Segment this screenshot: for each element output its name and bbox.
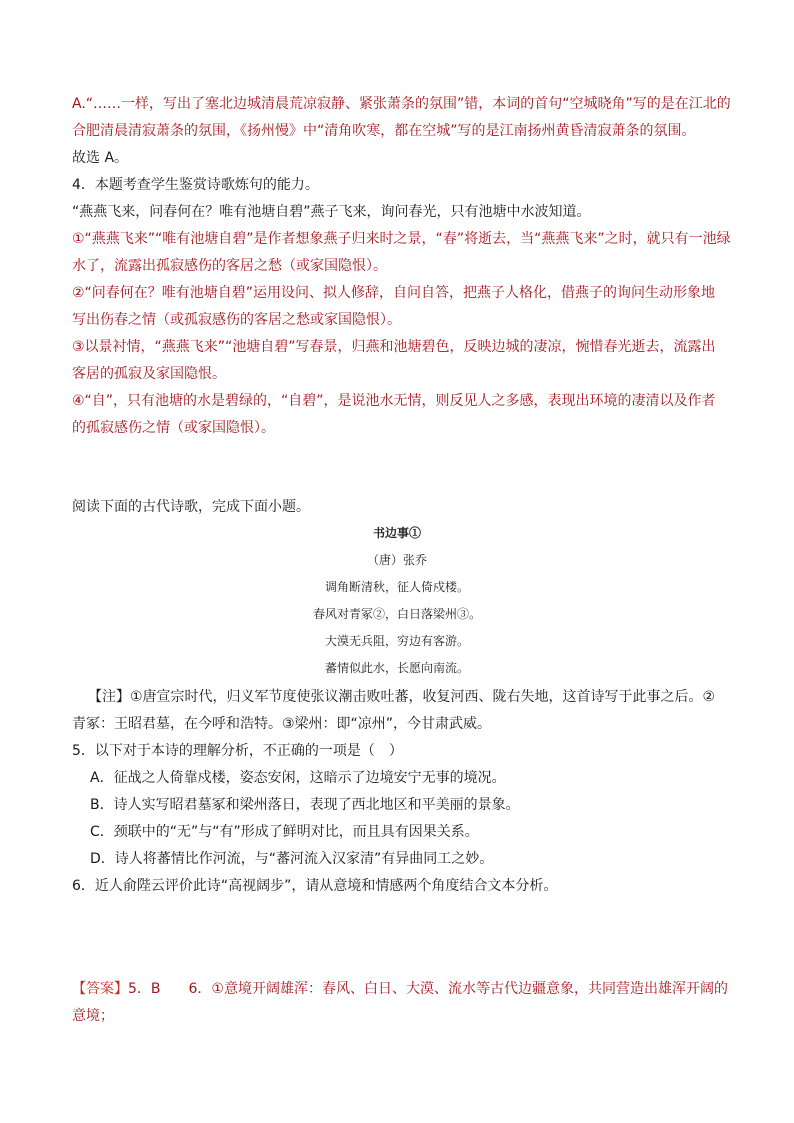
poem-line: 调角断清秋，征人倚戍楼。 [324,580,469,594]
option-a: A．征战之人倚靠戍楼，姿态安闲，这暗示了边境安宁无事的境况。 [90,770,506,786]
text-line: A.“……一样，写出了塞北边城清晨荒凉寂静、紧张萧条的氛围”错，本词的首句“空城晓角”写的是在江北的 [72,96,731,112]
text-line: 写出伤春之情（或孤寂感伤的客居之愁或家国隐恨）。 [72,312,401,328]
poem-note: 【注】①唐宣宗时代，归义军节度使张议潮击败吐蕃，收复河西、陇右失地，这首诗写于此事之后。② [88,689,716,705]
question-6: 6．近人俞陛云评价此诗“高视阔步”，请从意境和情感两个角度结合文本分析。 [72,878,558,894]
text-line: ①“燕燕飞来”“唯有池塘自碧”是作者想象燕子归来时之景，“春”将逝去，当“燕燕飞来”之时，就只有一池绿 [72,231,731,247]
q4-quote: “燕燕飞来，问春何在？唯有池塘自碧”燕子飞来，询问春光，只有池塘中水波知道。 [72,204,591,220]
answer-line [72,976,728,1003]
poem-note: 青冢：王昭君墓，在今呼和浩特。③梁州：即“凉州”，今甘肃武威。 [72,716,492,732]
poem-line: 蕃情似此水，长愿向南流。 [324,661,469,675]
text-line: ④“自”，只有池塘的水是碧绿的，“自碧”，是说池水无情，则反见人之多感，表现出环境的凄清以及作者 [72,393,716,409]
poem-title: 书边事① [372,526,421,540]
poem [0,520,794,682]
answer-block [72,976,728,1030]
answer-text: 5．B 6．①意境开阔雄浑：春风、白日、大漠、流水等古代边疆意象，共同营造出雄浑开阔的 [128,981,728,997]
poem-line: 大漠无兵阻，穷边有客游。 [324,634,469,648]
analysis-block-1 [72,91,731,145]
answer-line-2: 意境； [72,1008,114,1024]
poem-line: 春风对青冢②，白日落梁州③。 [312,607,481,621]
reading-instruction: 阅读下面的古代诗歌，完成下面小题。 [72,499,310,515]
questions-block [72,684,722,900]
answer-tag: 【答案】 [72,981,128,997]
analysis-block-3 [72,226,731,442]
text-line: 客居的孤寂及家国隐恨。 [72,366,226,382]
analysis-block-2 [72,145,722,226]
option-d: D．诗人将蕃情比作河流，与“蕃河流入汉家清”有异曲同工之妙。 [90,851,494,867]
select-answer: 故选 A。 [72,150,129,166]
question-5: 5．以下对于本诗的理解分析，不正确的一项是（ ） [72,743,403,759]
reading-instruction-block [72,494,722,521]
text-line: 合肥清晨清寂萧条的氛围，《扬州慢》中“清角吹寒，都在空城”写的是江南扬州黄昏清寂萧条的氛围。 [72,123,696,139]
poem-author: （唐）张乔 [366,553,427,567]
text-line: 的孤寂感伤之情（或家国隐恨）。 [72,420,275,436]
text-line: ③以景衬情，“燕燕飞来”“池塘自碧”写春景，归燕和池塘碧色，反映边城的凄凉，惋惜春光逝去，流露出 [72,339,716,355]
text-line: 水了，流露出孤寂感伤的客居之愁（或家国隐恨）。 [72,258,387,274]
text-line: ②“问春何在？唯有池塘自碧”运用设问、拟人修辞，自问自答，把燕子人格化，借燕子的询问生动形象地 [72,285,716,301]
option-c: C．颈联中的“无”与“有”形成了鲜明对比，而且具有因果关系。 [90,824,479,840]
option-b: B．诗人实写昭君墓冢和梁州落日，表现了西北地区和平美丽的景象。 [90,797,520,813]
q4-intro: 4．本题考查学生鉴赏诗歌炼句的能力。 [72,177,319,193]
